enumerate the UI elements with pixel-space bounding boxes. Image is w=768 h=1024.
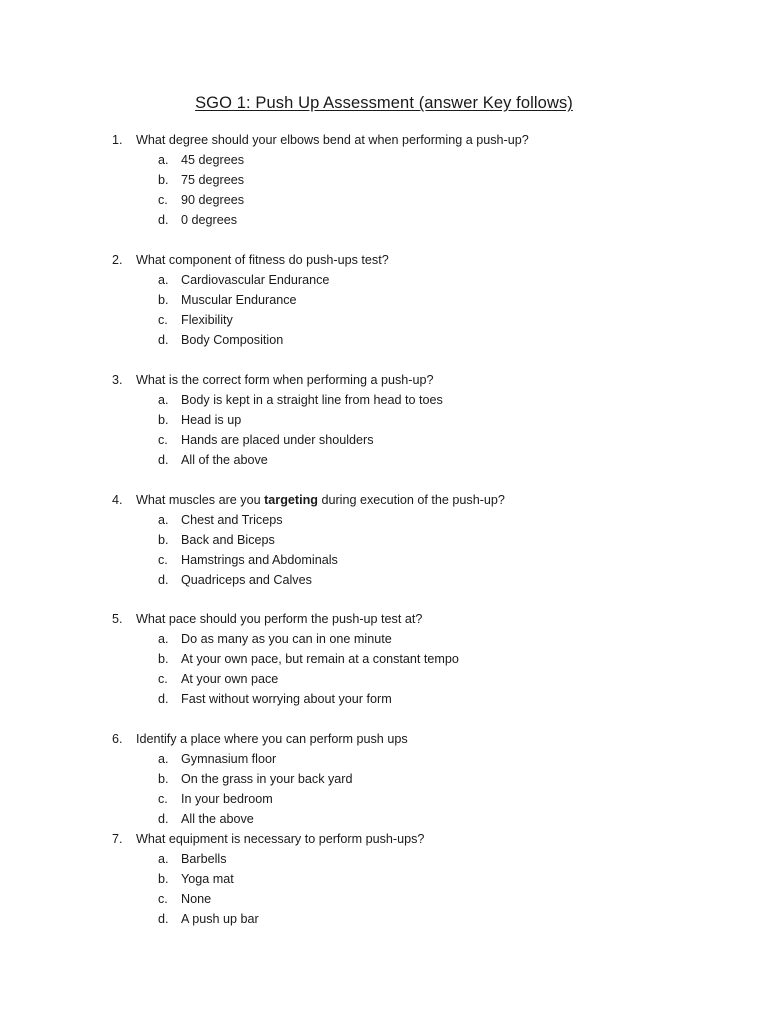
question-text: What component of fitness do push-ups test? — [136, 253, 389, 267]
answer-option — [0, 310, 700, 330]
option-text: Body is kept in a straight line from head to toes — [181, 393, 443, 407]
answer-option — [0, 210, 700, 230]
question-number: 3. — [112, 373, 123, 387]
answer-option — [0, 550, 700, 570]
option-text: Chest and Triceps — [181, 513, 283, 527]
option-letter: c. — [158, 313, 168, 327]
question-1 — [0, 130, 700, 230]
option-letter: b. — [158, 872, 169, 886]
option-letter: c. — [158, 892, 168, 906]
question-prompt — [0, 729, 700, 749]
option-text: Do as many as you can in one minute — [181, 632, 392, 646]
option-text: Hamstrings and Abdominals — [181, 553, 338, 567]
option-text: In your bedroom — [181, 792, 273, 806]
option-text: All of the above — [181, 453, 268, 467]
question-number: 7. — [112, 832, 123, 846]
option-letter: c. — [158, 193, 168, 207]
option-letter: d. — [158, 333, 169, 347]
question-text — [136, 490, 505, 510]
option-text: All the above — [181, 812, 254, 826]
option-letter: a. — [158, 513, 169, 527]
option-letter: d. — [158, 453, 169, 467]
option-text: None — [181, 892, 212, 906]
answer-option — [0, 330, 700, 350]
answer-option — [0, 570, 700, 590]
option-text: Barbells — [181, 852, 227, 866]
option-letter: b. — [158, 652, 169, 666]
question-number: 5. — [112, 612, 123, 626]
option-letter: b. — [158, 293, 169, 307]
question-text: What degree should your elbows bend at when performing a push-up? — [136, 133, 529, 147]
question-4 — [0, 490, 700, 590]
option-letter: d. — [158, 912, 169, 926]
emphasized-word: targeting — [264, 493, 318, 507]
option-letter: c. — [158, 553, 168, 567]
option-text: Fast without worrying about your form — [181, 692, 392, 706]
answer-option — [0, 849, 700, 869]
option-text: 0 degrees — [181, 213, 238, 227]
option-letter: b. — [158, 533, 169, 547]
answer-option — [0, 190, 700, 210]
answer-option — [0, 789, 700, 809]
question-text-end: during execution of the push-up? — [317, 493, 505, 507]
answer-option — [0, 450, 700, 470]
question-number: 6. — [112, 732, 123, 746]
option-text: 45 degrees — [181, 153, 245, 167]
answer-option — [0, 170, 700, 190]
option-text: Back and Biceps — [181, 533, 275, 547]
option-letter: a. — [158, 393, 169, 407]
answer-option — [0, 769, 700, 789]
option-text: Cardiovascular Endurance — [181, 273, 330, 287]
answer-option — [0, 689, 700, 709]
option-text: Muscular Endurance — [181, 293, 297, 307]
answer-option — [0, 510, 700, 530]
option-text: 75 degrees — [181, 173, 245, 187]
question-6 — [0, 729, 700, 829]
option-letter: d. — [158, 573, 169, 587]
question-number: 2. — [112, 253, 123, 267]
option-text: A push up bar — [181, 912, 259, 926]
question-2 — [0, 250, 700, 350]
option-text: Flexibility — [181, 313, 233, 327]
option-letter: a. — [158, 153, 169, 167]
question-text: What equipment is necessary to perform push-ups? — [136, 832, 425, 846]
option-text: Head is up — [181, 413, 242, 427]
question-prompt — [0, 130, 700, 150]
answer-option — [0, 649, 700, 669]
answer-option — [0, 869, 700, 889]
question-text-start: What muscles are you — [136, 493, 265, 507]
question-number: 4. — [112, 493, 123, 507]
answer-option — [0, 749, 700, 769]
answer-option — [0, 909, 700, 929]
question-prompt — [0, 490, 700, 510]
option-letter: c. — [158, 792, 168, 806]
option-letter: d. — [158, 213, 169, 227]
question-prompt — [0, 829, 700, 849]
question-number: 1. — [112, 133, 123, 147]
answer-option — [0, 410, 700, 430]
option-letter: b. — [158, 173, 169, 187]
option-text: Body Composition — [181, 333, 284, 347]
option-letter: c. — [158, 433, 168, 447]
page-title: SGO 1: Push Up Assessment (answer Key follows) — [195, 94, 573, 112]
question-7 — [0, 829, 700, 929]
option-letter: a. — [158, 632, 169, 646]
option-text: Gymnasium floor — [181, 752, 277, 766]
option-letter: a. — [158, 273, 169, 287]
option-letter: a. — [158, 852, 169, 866]
option-letter: d. — [158, 692, 169, 706]
option-letter: b. — [158, 413, 169, 427]
answer-option — [0, 150, 700, 170]
answer-option — [0, 809, 700, 829]
option-text: Hands are placed under shoulders — [181, 433, 374, 447]
option-text: 90 degrees — [181, 193, 245, 207]
question-5 — [0, 609, 700, 709]
question-3 — [0, 370, 700, 470]
question-text: What is the correct form when performing a push-up? — [136, 373, 434, 387]
question-text: Identify a place where you can perform push ups — [136, 732, 408, 746]
answer-option — [0, 270, 700, 290]
question-prompt — [0, 250, 700, 270]
answer-option — [0, 530, 700, 550]
answer-option — [0, 290, 700, 310]
answer-option — [0, 629, 700, 649]
answer-option — [0, 430, 700, 450]
question-text: What pace should you perform the push-up test at? — [136, 612, 423, 626]
answer-option — [0, 669, 700, 689]
answer-option — [0, 390, 700, 410]
option-text: Quadriceps and Calves — [181, 573, 312, 587]
answer-option — [0, 889, 700, 909]
option-text: On the grass in your back yard — [181, 772, 353, 786]
question-prompt — [0, 609, 700, 629]
option-text: At your own pace — [181, 672, 279, 686]
question-prompt — [0, 370, 700, 390]
option-letter: c. — [158, 672, 168, 686]
option-letter: b. — [158, 772, 169, 786]
option-letter: a. — [158, 752, 169, 766]
option-text: At your own pace, but remain at a constant tempo — [181, 652, 459, 666]
option-letter: d. — [158, 812, 169, 826]
option-text: Yoga mat — [181, 872, 234, 886]
